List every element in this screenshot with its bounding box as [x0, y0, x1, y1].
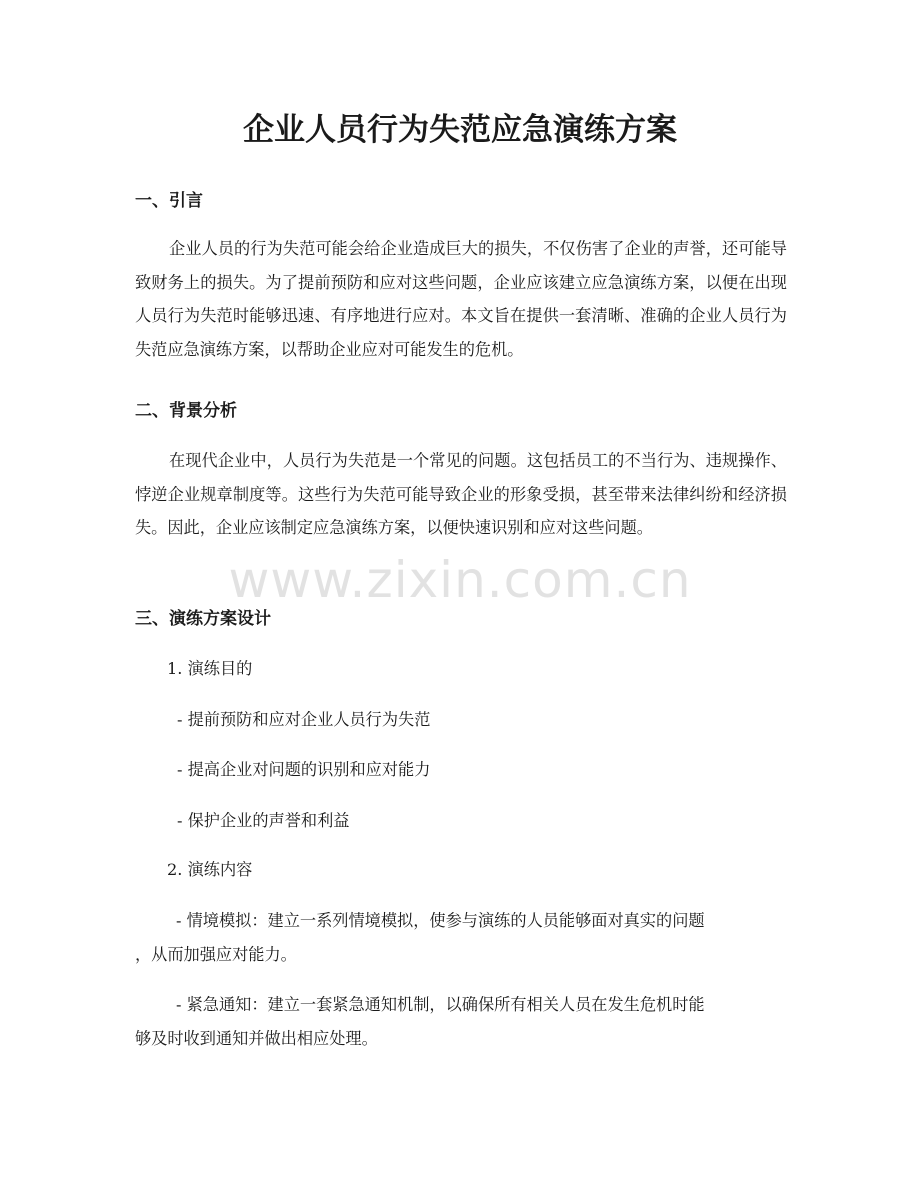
item-1-bullet-1: - 提前预防和应对企业人员行为失范 — [177, 710, 431, 729]
item-2-bullet-2-line-1: - 紧急通知：建立一套紧急通知机制，以确保所有相关人员在发生危机时能 — [176, 995, 705, 1014]
section-heading-background: 二、背景分析 — [135, 401, 237, 421]
item-1-bullet-2: - 提高企业对问题的识别和应对能力 — [177, 760, 431, 779]
item-2-label: 2. 演练内容 — [167, 860, 253, 879]
item-2-bullet-1 — [135, 904, 787, 971]
item-2-bullet-2-line-2: 够及时收到通知并做出相应处理。 — [135, 1028, 378, 1048]
item-1-label: 1. 演练目的 — [167, 659, 253, 678]
document-title: 企业人员行为失范应急演练方案 — [243, 112, 677, 148]
item-2-bullet-1-line-2: ，从而加强应对能力。 — [135, 944, 297, 964]
watermark: www.zixin.com.cn — [228, 551, 692, 609]
item-1-bullet-3: - 保护企业的声誉和利益 — [177, 811, 350, 830]
item-2-bullet-2 — [135, 988, 787, 1055]
intro-paragraph: 企业人员的行为失范可能会给企业造成巨大的损失，不仅伤害了企业的声誉，还可能导致财务上的损失。为了提前预防和应对这些问题，企业应该建立应急演练方案，以便在出现人员行为失范时能够迅速、有序地进行应对。本文旨在提供一套清晰、准确的企业人员行为失范应急演练方案，以帮助企业应对可能发生的危机。 — [135, 239, 787, 359]
section-heading-design: 三、演练方案设计 — [135, 609, 271, 629]
item-2-bullet-1-line-1: - 情境模拟：建立一系列情境模拟，使参与演练的人员能够面对真实的问题 — [176, 911, 705, 930]
section-heading-intro: 一、引言 — [135, 191, 203, 211]
background-paragraph: 在现代企业中，人员行为失范是一个常见的问题。这包括员工的不当行为、违规操作、悖逆企业规章制度等。这些行为失范可能导致企业的形象受损，甚至带来法律纠纷和经济损失。因此，企业应该制定应急演练方案，以便快速识别和应对这些问题。 — [135, 451, 787, 537]
